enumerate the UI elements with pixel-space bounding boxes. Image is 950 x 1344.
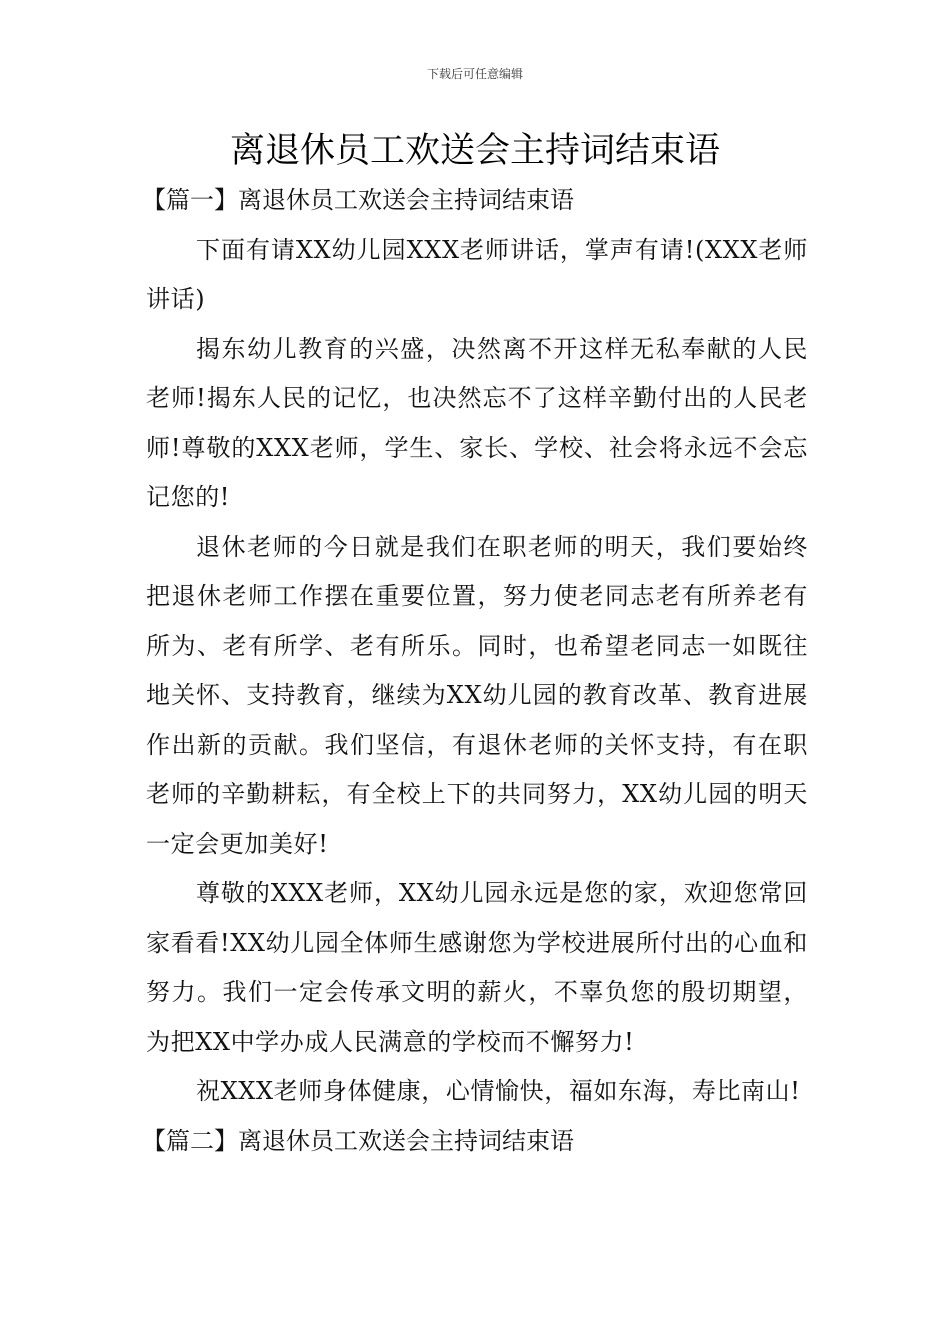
paragraph-5: 祝XXX老师身体健康，心情愉快，福如东海，寿比南山! [196,1077,801,1105]
paragraph-1: 下面有请XX幼儿园XXX老师讲话，掌声有请!(XXX老师讲话) [146,235,808,313]
paragraph-4: 尊敬的XXX老师，XX幼儿园永远是您的家，欢迎您常回家看看!XX幼儿园全体师生感谢您为学校进展所付出的心血和努力。我们一定会传承文明的薪火，不辜负您的殷切期望，为把XX中学办成人民满意的学校而不懈努力! [146,879,808,1056]
document-body [142,176,808,1166]
document-title: 离退休员工欢送会主持词结束语 [229,131,720,171]
section-heading-1: 【篇一】离退休员工欢送会主持词结束语 [142,186,574,214]
page-header-note: 下载后可任意编辑 [426,67,523,81]
paragraph-3: 退休老师的今日就是我们在职老师的明天，我们要始终把退休老师工作摆在重要位置，努力使老同志老有所养老有所为、老有所学、老有所乐。同时，也希望老同志一如既往地关怀、支持教育，继续为XX幼儿园的教育改革、教育进展作出新的贡献。我们坚信，有退休老师的关怀支持，有在职老师的辛勤耕耘，有全校上下的共同努力，XX幼儿园的明天一定会更加美好! [146,532,808,858]
paragraph-2: 揭东幼儿教育的兴盛，决然离不开这样无私奉献的人民老师!揭东人民的记忆，也决然忘不了这样辛勤付出的人民老师!尊敬的XXX老师，学生、家长、学校、社会将永远不会忘记您的! [146,334,808,511]
section-heading-2: 【篇二】离退休员工欢送会主持词结束语 [142,1126,574,1155]
